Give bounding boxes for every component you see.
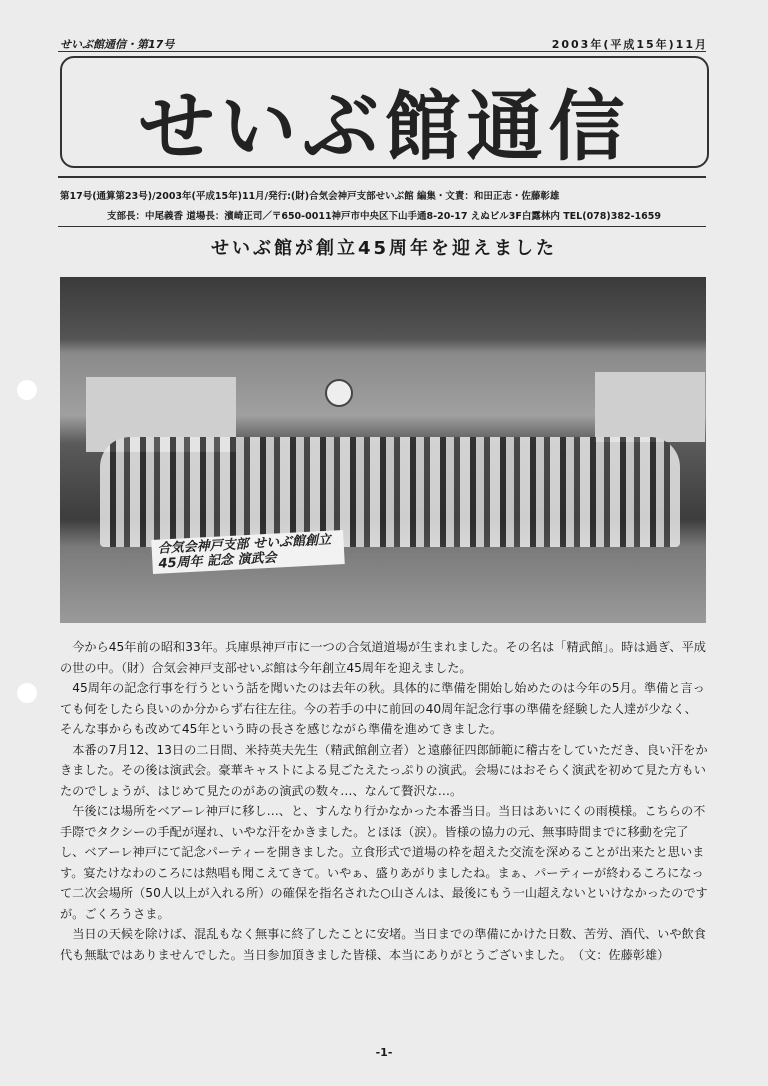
page-number: -1-	[375, 1046, 393, 1059]
group-photo	[60, 277, 706, 623]
issue-label: せいぶ館通信・第17号	[60, 38, 175, 51]
paragraph: 45周年の記念行事を行うという話を聞いたのは去年の秋。具体的に準備を開始し始めたのは今年の5月。準備と言っても何をしたら良いのか分からず右往左往。今の若手の中に前回の40周年記念行事の準備を経験した人達が少なく、そんな事からも改めて45年という時の長さを感じながら準備を進めてきました。	[60, 681, 705, 736]
paragraph: 午後には場所をベアーレ神戸に移し…、と、すんなり行かなかった本番当日。当日はあいにくの雨模様。こちらの不手際でタクシーの手配が遅れ、いやな汗をかきました。とほほ（涙）。皆様の協力の元、無事時間までに移動を完了し、ベアーレ神戸にて記念パーティーを開きました。立食形式で道場の枠を超えた交流を深めることが出来たと思います。宴たけなわのころには熱唱も聞こえてきて。いやぁ、盛りあがりましたね。まぁ、パーティーが終わるころになって二次会場所（50人以上が入れる所）の確保を指名された○山さんは、最後にもう一山超えないといけなかったのですが。ごくろうさま。	[60, 804, 708, 921]
paragraph: 当日の天候を除けば、混乱もなく無事に終了したことに安堵。当日までの準備にかけた日数、苦労、酒代、いや飲食代も無駄ではありませんでした。当日参加頂きました皆様、本当にありがとうございました。 （文：佐藤彰雄）	[60, 927, 706, 962]
paragraph: 今から45年前の昭和33年。兵庫県神戸市に一つの合気道道場が生まれました。その名は「精武館」。時は過ぎ、平成の世の中。（財）合気会神戸支部せいぶ館は今年創立45周年を迎えました。	[60, 640, 706, 675]
punch-hole	[17, 380, 37, 400]
divider	[58, 51, 706, 52]
issue-date: 2003年(平成15年)11月	[551, 38, 708, 51]
divider	[58, 226, 706, 227]
article-body	[60, 637, 708, 965]
contact-info: 支部長：中尾義香 道場長：濱崎正司／〒650-0011神戸市中央区下山手通8-20-17 えぬビル3F白露林内 TEL(078)382-1659	[107, 211, 661, 222]
anniversary-banner: 合気会神戸支部 せいぶ館創立45周年 記念 演武会	[151, 530, 345, 574]
paragraph: 本番の7月12、13日の二日間、米持英夫先生（精武館創立者）と遠藤征四郎師範に稽古をしていただき、良い汗をかきました。その後は演武会。豪華キャストによる見ごたえたっぷりの演武。会場にはおそらく演武を初めて見た方もいたのでしょうが、はじめて見たのがあの演武の数々…、なんて贅沢な…。	[60, 742, 708, 798]
newsletter-title: せいぶ館通信	[138, 82, 631, 171]
divider	[58, 176, 706, 178]
article-headline: せいぶ館が創立45周年を迎えました	[210, 238, 558, 259]
masthead	[60, 56, 709, 171]
publication-info: 第17号(通算第23号)/2003年(平成15年)11月/発行:(財)合気会神戸支部せいぶ館 編集・文責：和田正志・佐藤彰雄	[60, 191, 560, 202]
window	[595, 372, 705, 442]
crowd	[100, 437, 680, 547]
clock-icon	[325, 379, 353, 407]
punch-hole	[17, 683, 37, 703]
